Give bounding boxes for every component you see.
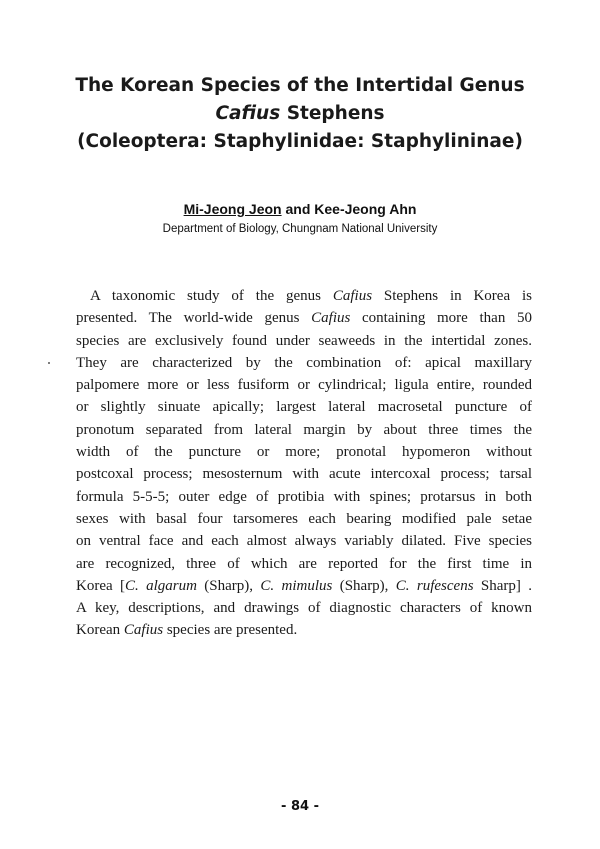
species-name: Cafius [332, 288, 373, 304]
paper-title [60, 72, 540, 156]
second-author: Kee-Jeong Ahn [314, 201, 417, 217]
abstract-line [76, 619, 532, 641]
abstract-text: containing more than 50 [350, 310, 533, 327]
abstract-text: pronotum separated from lateral margin by about three times the [76, 421, 532, 438]
abstract-body [76, 285, 532, 642]
abstract-line [76, 575, 532, 597]
abstract-line [76, 374, 532, 396]
abstract-text: (Sharp), [332, 577, 396, 594]
species-name: C. algarum [125, 577, 197, 594]
species-name: Cafius [311, 310, 351, 327]
abstract-line [76, 419, 532, 441]
abstract-line [76, 441, 532, 463]
abstract-text: (Sharp), [196, 577, 261, 594]
species-name: C. rufescens [395, 577, 474, 594]
abstract-line [76, 463, 532, 485]
abstract-line [76, 352, 532, 374]
abstract-line [76, 307, 532, 329]
abstract-text: Korean [76, 622, 124, 639]
abstract-text: formula 5-5-5; outer edge of protibia with spines; protarsus in both [76, 488, 532, 505]
abstract-line [76, 486, 532, 508]
abstract-text: width of the puncture or more; pronotal hypomeron without [76, 444, 532, 461]
abstract-line [76, 597, 532, 619]
species-name: Cafius [123, 622, 164, 639]
abstract-text: postcoxal process; mesosternum with acute intercoxal process; tarsal [76, 466, 532, 483]
abstract-line [76, 553, 532, 575]
abstract-text: A key, descriptions, and drawings of diagnostic characters of known [76, 600, 532, 617]
title-line-3: (Coleoptera: Staphylinidae: Staphylininae) [77, 131, 523, 152]
author-connector: and [281, 201, 315, 217]
author-list [100, 199, 500, 219]
corresponding-author: Mi-Jeong Jeon [183, 201, 282, 217]
abstract-text: sexes with basal four tarsomeres each bearing modified pale setae [76, 510, 532, 527]
affiliation: Department of Biology, Chungnam National University [162, 223, 438, 235]
abstract-line [76, 508, 532, 530]
abstract-line [76, 285, 532, 307]
abstract-text: species are presented. [163, 622, 298, 639]
abstract-text: They are characterized by the combination of: apical maxillary [76, 354, 532, 371]
abstract-line [76, 396, 532, 418]
title-author-name: Stephens [280, 103, 385, 124]
species-name: C. mimulus [260, 577, 333, 594]
abstract-line [76, 330, 532, 352]
abstract-line [76, 530, 532, 552]
abstract-text: are recognized, three of which are reported for the first time in [76, 555, 532, 572]
page-number: - 84 - [281, 799, 319, 814]
abstract-text: on ventral face and each almost always variably dilated. Five species [76, 533, 532, 550]
title-line-1: The Korean Species of the Intertidal Genus [75, 75, 525, 96]
abstract-text: species are exclusively found under seaweeds in the intertidal zones. [76, 332, 532, 349]
abstract-text: or slightly sinuate apically; largest lateral macrosetal puncture of [76, 399, 532, 416]
abstract-text: Korea [ [76, 577, 125, 594]
abstract-text: Sharp] . [473, 577, 532, 594]
margin-mark [48, 362, 50, 364]
title-line-2 [60, 100, 540, 128]
title-genus-name: Cafius [215, 103, 281, 124]
abstract-text: A taxonomic study of the genus [90, 288, 333, 304]
abstract-text: presented. The world-wide genus [76, 310, 312, 327]
abstract-text: palpomere more or less fusiform or cylindrical; ligula entire, rounded [76, 377, 532, 394]
abstract-text: Stephens in Korea is [372, 288, 532, 304]
